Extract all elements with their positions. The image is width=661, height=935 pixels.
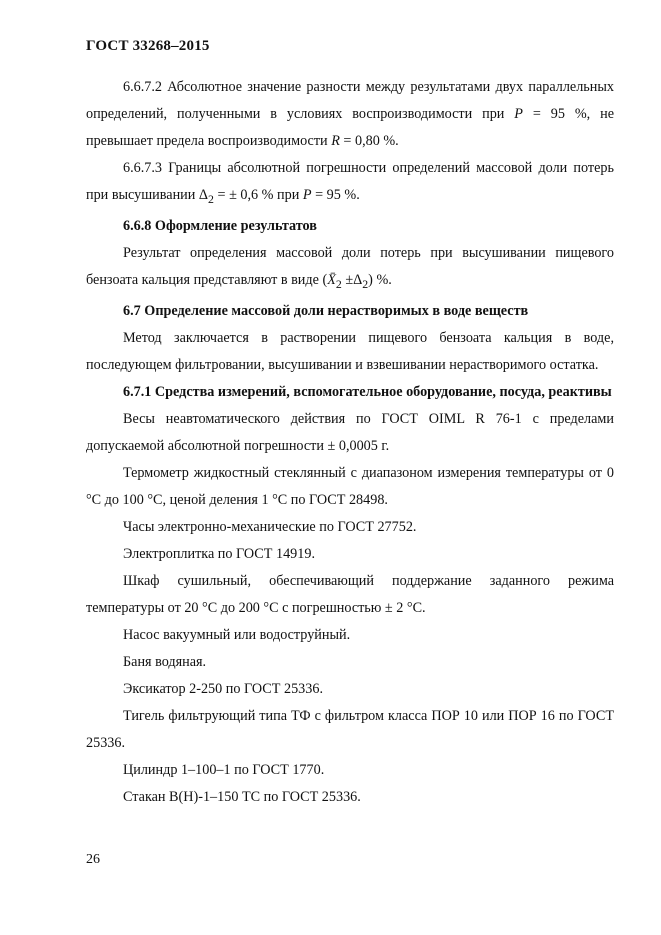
- paragraph-scales: Весы неавтоматического действия по ГОСТ OIML R 76-1 с пределами допускаемой абсолютной погрешности ± 0,0005 г.: [86, 410, 614, 454]
- paragraph-drying-oven: Шкаф сушильный, обеспечивающий поддержание заданного режима температуры от 20 °С до 200 °С с погрешностью ± 2 °С.: [86, 572, 614, 616]
- section-heading-6-7-1: 6.7.1 Средства измерений, вспомогательное оборудование, посуда, реактивы: [123, 383, 612, 400]
- paragraph-clock: Часы электронно-механические по ГОСТ 27752.: [123, 518, 417, 535]
- paragraph-crucible: Тигель фильтрующий типа ТФ с фильтром класса ПОР 10 или ПОР 16 по ГОСТ 25336.: [86, 707, 614, 751]
- section-heading-6-7: 6.7 Определение массовой доли нерастворимых в воде веществ: [123, 302, 529, 319]
- paragraph-hotplate: Электроплитка по ГОСТ 14919.: [123, 545, 316, 562]
- paragraph-pump: Насос вакуумный или водоструйный.: [123, 626, 351, 643]
- paragraph-water-bath: Баня водяная.: [123, 653, 207, 670]
- section-heading-6-6-8: 6.6.8 Оформление результатов: [123, 217, 317, 234]
- paragraph-thermometer: Термометр жидкостный стеклянный с диапазоном измерения температуры от 0 °С до 100 °С, ценой деления 1 °С по ГОСТ 28498.: [86, 464, 614, 508]
- paragraph-method: Метод заключается в растворении пищевого бензоата кальция в воде, последующем фильтровании, высушивании и взвешивании нерастворимого остатка.: [86, 329, 614, 373]
- paragraph-cylinder: Цилиндр 1–100–1 по ГОСТ 1770.: [123, 761, 325, 778]
- document-header: ГОСТ 33268–2015: [86, 38, 210, 54]
- paragraph-desiccator: Эксикатор 2-250 по ГОСТ 25336.: [123, 680, 323, 697]
- paragraph-result-format: Результат определения массовой доли потерь при высушивании пищевого бензоата кальция представляют в виде $(X̄_2 \pm\Delta_2)$ %.: [86, 244, 614, 291]
- paragraph-6-6-7-2: 6.6.7.2 Абсолютное значение разности между результатами двух параллельных определений, полученными в условиях воспроизводимости при P = 95 %, не превышает предела воспроизводимости R = 0,80 %.: [86, 79, 614, 149]
- paragraph-beaker: Стакан В(Н)-1–150 ТС по ГОСТ 25336.: [123, 788, 361, 805]
- page-number: 26: [86, 852, 100, 867]
- document-body: [86, 74, 614, 811]
- paragraph-6-6-7-3: 6.6.7.3 Границы абсолютной погрешности определений массовой доли потерь при высушивании $\Delta_2$ = ± 0,6 % при P = 95 %.: [86, 160, 614, 206]
